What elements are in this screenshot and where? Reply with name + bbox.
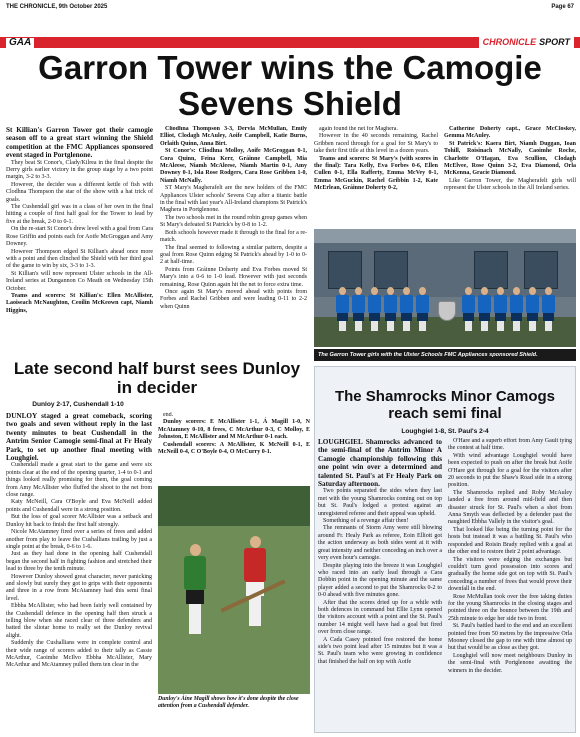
paragraph: O'Hare and a superb effort from Amy Gault tying the contest at half time. (448, 438, 572, 452)
second-score-line: Dunloy 2-17, Cushendall 1-10 (32, 401, 124, 408)
paragraph: Rose McMullan took over the free taking duties for the young Shamrocks in the closing stages and pointed three on the bounce between the 19th and 25th minute to edge her side two in front. (448, 593, 572, 622)
paragraph: That looked like being the turning point for the hosts but instead it was a battling St. Paul's who responded and Roisin Brady replied with a goal at the other end to restore their 2 point advantage. (448, 526, 572, 556)
third-score-line: Loughgiel 1-8, St. Paul's 2-4 (401, 428, 489, 435)
paragraph: again found the net for Maghera. (319, 126, 398, 132)
main-story-column-4 (444, 126, 576, 226)
main-story-column-3 (314, 126, 438, 226)
paragraph: Cushendall scorers: A McAllister, K McNeill 0-1, E McNeill 0-4, C O'Boyle 0-4, O McCurry 0-1. (158, 441, 310, 456)
brand-chronicle: CHRONICLE (482, 37, 537, 47)
masthead-date: THE CHRONICLE, 9th October 2025 (6, 4, 108, 10)
paragraph: Despite playing into the breeze it was Loughgiel who raced into an early lead through a Cara Dobbin point in the opening minute and the same player added a second to put the Shamrocks 0-2 to 0-0 ahead with five minutes gone. (318, 562, 442, 599)
third-story-column-1 (318, 438, 442, 730)
match-photo (158, 486, 310, 694)
paragraph: After that the scores dried up for a while with both defences in command but Ellie Lynn opened the visitors account with a point and the St. Paul's number 14 might well have had a goal but fired over from close range. (318, 599, 442, 636)
paragraph: St. Paul's battled hard to the end and an excellent pointed free from 50 metres by the impressive Orla Mooney closed the gap to one with time almost up but that would be as close as they got. (448, 623, 572, 652)
paragraph: However Thompson edged St Killian's ahead once more with a point and then clinched the Shield with her third goal of the game to win by six, 3-3 to 1-3. (6, 248, 153, 270)
brand-sport: SPORT (539, 37, 570, 47)
paragraph: But the loss of goal scorer McAllister was a setback and Dunloy hit back to finish the first half strongly. (6, 514, 152, 528)
paragraph: However Dunloy showed great character, never panicking and slowly but surely they got to grips with their opponents and three in a row from McAtamney had this semi final level. (6, 573, 152, 602)
paragraph: Like Garron Tower, the Magherafelt girls will represent the Ulster schools in the All Ireland series. (444, 177, 576, 192)
paragraph: Cliodhna Thompson 3-3, Dervla McMullan, Emily Elliot, Clodagh McAuley, Aoife Campbell, Katie Burns, Orlaith Quinn, Anna Birt. (160, 126, 307, 147)
paragraph: Ebbha McAllister, who had been fairly well contained by the Cushendall defence in the opening half then struck a telling blow when she raced clear of three defenders and batted the sliotar home to really set the Dunloy revival alight. (6, 603, 152, 639)
paragraph: Something of a revenge affair then! (323, 518, 409, 525)
paragraph: A Cada Casey pointed free restored the home side's two point lead after 15 minutes but it was a St. Paul's team who were growing in confidence that finished the half on top with Aoife (318, 636, 442, 665)
paragraph: Loughgiel will now meet neighbours Dunloy in the semi-final with Portglenone awaiting the winners in the decider. (448, 652, 572, 674)
paragraph: Once again St Mary's moved ahead with points from Forbes and Rachel Gribben and were leading 0-11 to 2-2 when Quinn (160, 288, 307, 310)
paragraph: St Killian's Garron Tower got their camogie season off to a great start winning the Shield competition at the FMC Appliances sponsored event staged in Portglenone. (6, 126, 153, 160)
paragraph: Dunloy scorers: E McAllister 1-1, Á Magill 1-0, N McAtamney 0-10, 8 frees, C McArthur 0-3, C Molloy, E Johnston, E McAllister and M McArthur 0-1 each. (158, 419, 310, 441)
paragraph: Suddenly the Cushallians were in complete control and their wide range of scorers added to their tally as Cassie McArthur, Caoimhe McIlvo Ebbha McAllister, Mary McArthur and McAtamney pulled them ten clear in the (6, 640, 152, 669)
shield-trophy (438, 301, 456, 321)
paragraph: Teams and scorers: St Killian's: Ellen McAllister, Laoiseach McNaughton, Ceoilin McKeown capt, Niamh Higgins, (6, 292, 153, 314)
paragraph: Both schools however made it through to the final for a re-match. (160, 229, 307, 244)
paragraph: Katy McNeill, Cara O'Boyle and Eva McNeill added points and Cushendall were in a strong position. (6, 499, 152, 513)
paragraph: DUNLOY staged a great comeback, scoring two goals and seven without reply in the last twenty minutes to beat Cushendall in the Antrim Senior Camogie semi-final at Fr Healy Park, to set up another final meeting with Loughgiel. (6, 412, 152, 463)
paragraph: With wind advantage Loughgiel would have been expected to push on after the break but Aoife O'Hare got through for a goal for the visitors after 20 seconds to put the Shaw's Road side in a strong position. (448, 452, 572, 489)
main-story-column-2 (160, 126, 307, 360)
paragraph: The final seemed to following a similar pattern, despite a goal from Rose Quinn edging St Patrick's ahead by 1-0 to 0-2 at half-time. (160, 244, 307, 266)
paragraph: Points from Gráinne Doherty and Eva Forbes moved St Mary's into a 0-6 to 1-0 lead. However with just seconds remaining, Rose Quinn again hit the net to force extra time. (160, 266, 307, 288)
paragraph: The Cushendall girl was in a class of her own in the final hitting a couple of first half goal for the Tower to lead by five at the break, 2-0 to 0-1. (6, 204, 153, 225)
paragraph: Two points separated the sides when they last met with the young Shamrocks coming out on top but St. Paul's lodged a protest against an unregistered referee and their appeal was upheld. (318, 488, 442, 517)
paragraph: The remnants of Storm Amy were still blowing around Fr. Healy Park as referee, Eoin Elliott got the action underway as both sides went at it with great intensity and neither conceding an inch over a very even hour's camogie. (318, 525, 442, 562)
paragraph: end. (163, 412, 174, 418)
paragraph: On the re-start St Conor's drew level with a goal from Cara Rose Griffin and points each for Aoife McGroggan and Amy Downey. (6, 226, 153, 248)
main-story-column-1 (6, 126, 153, 360)
second-story-column-1 (6, 412, 152, 732)
paragraph: Catherine Doherty capt., Grace McCloskey, Gemma McAuley. (444, 126, 576, 140)
paragraph: Just as they had done in the opening half Cushendall began the second half in fighting fashion and stretched their lead to three by the tenth minute. (6, 551, 152, 573)
gaa-logo: GAA (6, 38, 34, 48)
second-headline: Late second half burst sees Dunloy in decider (13, 359, 301, 397)
paragraph: However, the decider was a different kettle of fish with Clodhna Thompson the star of the show with a hat trick of goals. (6, 181, 153, 203)
paragraph: St Conor's: Cliodhna Molloy, Aoife McGroggan 0-1, Cora Quinn, Feina Kerr, Gráinne Campbell, Mia McAleese, Niamh McAleese, Niamh Martin 0-1, Amy Downey 0-1, Isla Rose Rodgers, Cara Rose Gribben 1-0, Niamh McNally. (160, 148, 307, 184)
paragraph: The visitors were edging the exchanges but couldn't turn good possession into scores and gradually the home side got on top with St. Paul's conceding a number of frees that would prove their downfall in the end. (448, 556, 572, 593)
team-photo (314, 229, 576, 347)
page-number: Page 67 (551, 4, 574, 10)
paragraph: The Shamrocks replied and Roby McAuley landed a free from around mid-field and then disaster struck for St. Paul's when a shot from Anna Smyth was deflected by a defender past the naughted Ebbha Vallely in the visitor's goal. (448, 489, 572, 526)
paragraph: ST Mary's Magherafelt are the new holders of the FMC Appliances Ulster schools' Sevens Cup after a titanic battle in the final with last year's All-Ireland champions St Patrick's Maghera in Portglenone. (160, 185, 307, 214)
paragraph: However in the 40 seconds remaining, Rachel Gribben raced through for a goal for St Mary's to take their first title at this level in a dozen years. (314, 133, 438, 155)
paragraph: The two schools met in the round robin group games when St Mary's defeated St Patrick's by 0-8 to 1-2. (160, 214, 307, 229)
photo-caption: The Garron Tower girls with the Ulster Schools FMC Appliances sponsored Shield. (314, 349, 576, 361)
third-headline: The Shamrocks Minor Camogs reach semi final (334, 388, 556, 422)
chronicle-sport-logo (479, 37, 574, 48)
paragraph: St Killian's will now represent Ulster schools in the All-Ireland series at Dungannon Co Meath on Wednesday 15th October. (6, 270, 153, 292)
main-headline: Garron Tower wins the Camogie Sevens Shield (38, 49, 542, 122)
masthead (0, 0, 580, 14)
third-story-column-2 (448, 438, 572, 730)
second-story-column-2 (158, 412, 310, 484)
paragraph: They beat St Conor's, Clady/Kilrea in the final despite the Derry girls earlier victory in the group stage by a two point margin, 3-2 to 3-3. (6, 159, 153, 181)
paragraph: Teams and scorers: St Mary's (with scores in the final): Tara Kelly, Eva Forbes 0-6, Ellen Cullen 0-1, Ella Rafferty, Emma McVey 0-1, Emma McGuckin, Rachel Gribbin 1-2, Kate McErlean, Gráinne Doherty 0-2, (314, 155, 438, 192)
match-photo-caption: Dunloy's Áine Magill shows how it's done despite the close attention from a Cushendall defender. (158, 696, 299, 709)
paragraph: LOUGHGIEL Shamrocks advanced to the semi-final of the Antrim Minor A Camogie championship following this one point win over a determined and talented St. Paul's at Fr Healy Park on Saturday afternoon. (318, 438, 442, 489)
paragraph: Cushendall made a great start to the game and were six points clear at the end of the opening quarter, 1-4 to 0-1 and things looked really promising for them, the goal coming from Amy McAllister who fluffed the shoot to the net from close range. (6, 462, 152, 499)
paragraph: Nicole McAtamney fired over a series of frees and added another from play to leave the Cushallians trailing by just a single point at the break, 0-6 to 1-6. (6, 529, 152, 550)
paragraph: St Patrick's: Kaera Birt, Niamh Duggan, Ioan Tohill, Roisinach McNally, Caoimhe Roche, Charlotte O'Hagan, Eva Scullion, Clodagh McElvee, Rose Quinn 3-2, Eva Diamond, Orla McKenna, Gracie Diamond. (444, 140, 576, 177)
